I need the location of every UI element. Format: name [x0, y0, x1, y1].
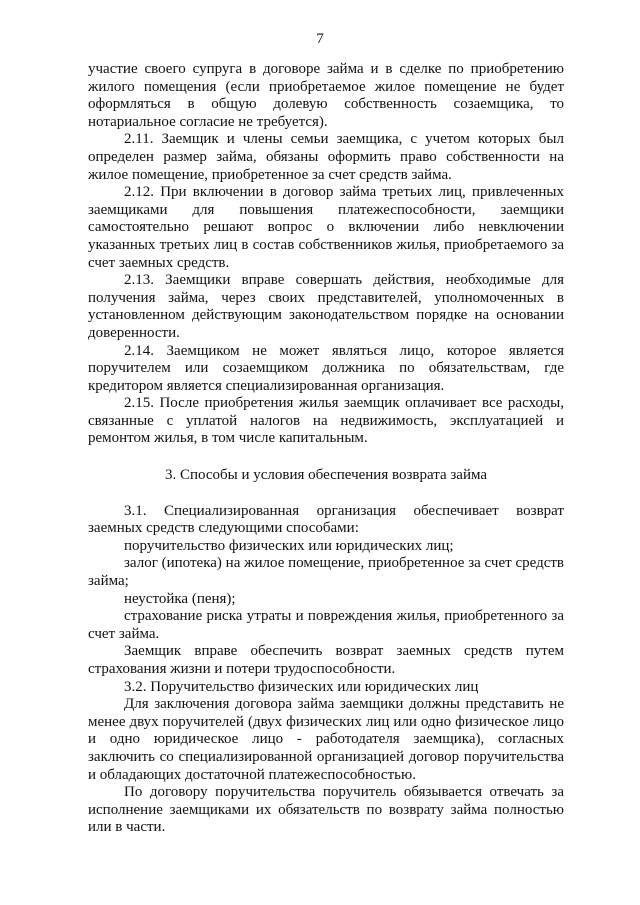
paragraph: Заемщик вправе обеспечить возврат заемных средств путем страхования жизни и потери трудоспособности.	[88, 643, 564, 677]
paragraph: 2.12. При включении в договор займа третьих лиц, привлеченных заемщиками для повышения платежеспособности, заемщики самостоятельно решают вопрос о включении либо невключении указанных третьих лиц в состав собственников жилья, приобретаемого за счет заемных средств.	[88, 184, 564, 271]
paragraph: 2.13. Заемщики вправе совершать действия, необходимые для получения займа, через своих представителей, уполномоченных в установленном действующим законодательством порядке на основании доверенности.	[88, 272, 564, 341]
paragraph: Для заключения договора займа заемщики должны представить не менее двух поручителей (двух физических лиц или одно физическое лицо и одно юридическое лицо - работодателя заемщика), согласных заключить со специализированной организацией договор поручительства и обладающих достаточной платежеспособностью.	[88, 696, 564, 783]
paragraph: По договору поручительства поручитель обязывается отвечать за исполнение заемщиками их обязательств по возврату займа полностью или в части.	[88, 784, 564, 836]
section-heading: 3. Способы и условия обеспечения возврата займа	[164, 467, 488, 484]
paragraph: 2.14. Заемщиком не может являться лицо, которое является поручителем или созаемщиком должника по обязательствам, где кредитором является специализированная организация.	[88, 342, 564, 394]
paragraph: страхование риска утраты и повреждения жилья, приобретенного за счет займа.	[88, 608, 564, 642]
paragraph: 2.11. Заемщик и члены семьи заемщика, с учетом которых был определен размер займа, обязаны оформить право собственности на жилое помещение, приобретенное за счет средств займа.	[88, 131, 564, 183]
paragraph: неустойка (пеня);	[124, 590, 236, 607]
page-number: 7	[316, 31, 324, 47]
paragraph: поручительство физических или юридических лиц;	[124, 537, 454, 554]
paragraph: 3.2. Поручительство физических или юридических лиц	[124, 678, 479, 695]
paragraph: 2.15. После приобретения жилья заемщик оплачивает все расходы, связанные с уплатой налогов на недвижимость, эксплуатацией и ремонтом жилья, в том числе капитальным.	[88, 395, 564, 447]
document-body	[88, 61, 564, 837]
paragraph: 3.1. Специализированная организация обеспечивает возврат заемных средств следующими способами:	[88, 502, 564, 537]
paragraph: участие своего супруга в договоре займа и в сделке по приобретению жилого помещения (если приобретаемое жилое помещение не будет оформляться в общую долевую собственность созаемщика, то нотариальное согласие не требуется).	[88, 61, 564, 130]
paragraph: залог (ипотека) на жилое помещение, приобретенное за счет средств займа;	[88, 555, 564, 590]
